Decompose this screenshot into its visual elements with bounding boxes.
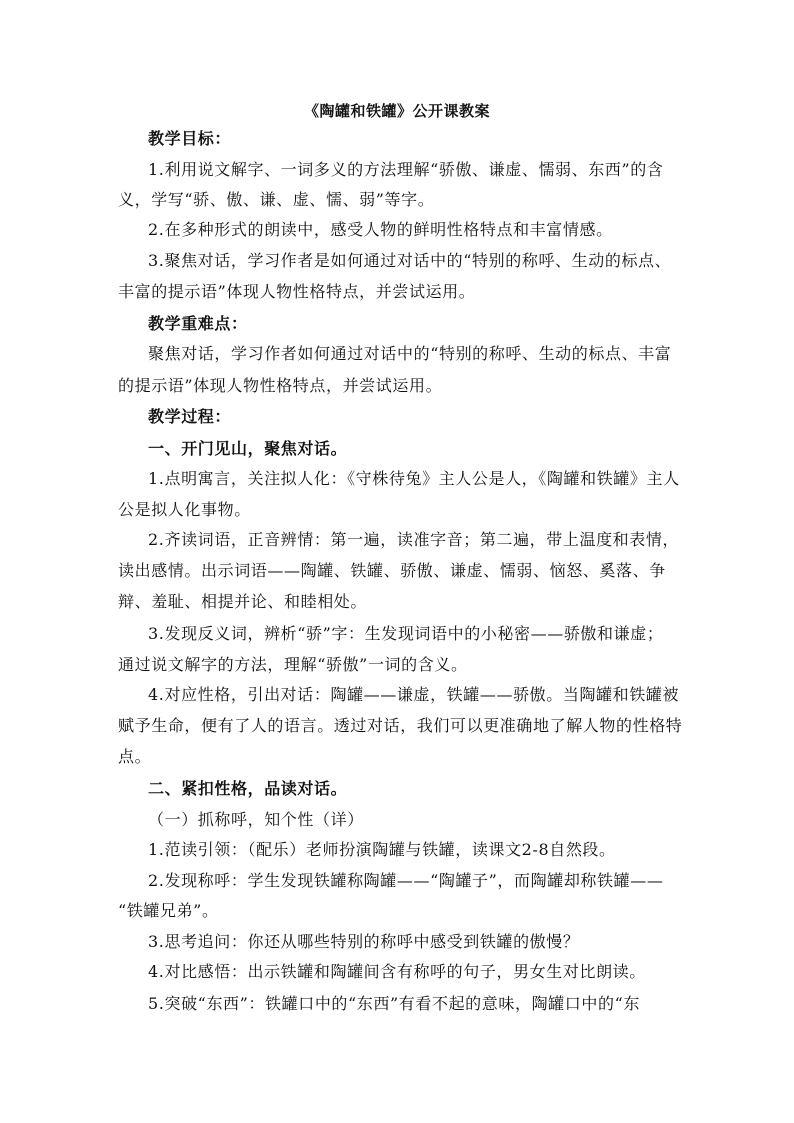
paragraph-line: 2.发现称呼：学生发现铁罐称陶罐——“陶罐子”，而陶罐却称铁罐——: [148, 871, 664, 890]
paragraph-line: 义，学写“骄、傲、谦、虚、懦、弱”等字。: [118, 190, 435, 209]
paragraph-line: 1.点明寓言，关注拟人化：《守株待兔》主人公是人，《陶罐和铁罐》主人: [148, 469, 680, 488]
paragraph-line: 点。: [118, 747, 152, 766]
section-heading: 教学重难点：: [148, 314, 248, 333]
paragraph-line: 3.聚焦对话，学习作者是如何通过对话中的“特别的称呼、生动的标点、: [148, 251, 672, 270]
paragraph-line: 赋予生命，便有了人的语言。透过对话，我们可以更准确地了解人物的性格特: [118, 716, 683, 735]
paragraph-line: 2.齐读词语，正音辨情：第一遍，读准字音；第二遍，带上温度和表情，: [148, 530, 680, 549]
paragraph-line: 1.利用说文解字、一词多义的方法理解“骄傲、谦虚、懦弱、东西”的含: [148, 160, 664, 179]
paragraph-line: 3.思考追问：你还从哪些特别的称呼中感受到铁罐的傲慢？: [148, 932, 580, 951]
section-heading: 教学过程：: [148, 407, 232, 426]
paragraph-line: 丰富的提示语”体现人物性格特点，并尝试运用。: [118, 282, 476, 301]
paragraph-line: 3.发现反义词，辨析“骄”字：生发现词语中的小秘密——骄傲和谦虚；: [148, 624, 664, 643]
paragraph-line: 的提示语”体现人物性格特点，并尝试运用。: [118, 376, 443, 395]
paragraph-line: 通过说文解字的方法，理解“骄傲”一词的含义。: [118, 655, 468, 674]
paragraph-line: 辩、羞耻、相提并论、和睦相处。: [118, 592, 368, 611]
document-title: 《陶罐和铁罐》公开课教案: [303, 102, 490, 120]
paragraph-line: 2.在多种形式的朗读中，感受人物的鲜明性格特点和丰富情感。: [148, 220, 613, 239]
paragraph-line: 聚焦对话，学习作者如何通过对话中的“特别的称呼、生动的标点、丰富: [148, 344, 672, 363]
paragraph-line: （一）抓称呼，知个性（详）: [148, 810, 364, 829]
section-heading: 二、紧扣性格，品读对话。: [148, 779, 348, 798]
paragraph-line: 1.范读引领：（配乐）老师扮演陶罐与铁罐，读课文2-8自然段。: [148, 840, 616, 859]
section-heading: 教学目标：: [148, 129, 232, 148]
paragraph-line: 4.对应性格，引出对话：陶罐——谦虚，铁罐——骄傲。当陶罐和铁罐被: [148, 685, 680, 704]
paragraph-line: 公是拟人化事物。: [118, 500, 251, 519]
paragraph-line: “铁罐兄弟”。: [118, 901, 219, 920]
paragraph-line: 读出感情。出示词语——陶罐、铁罐、骄傲、谦虚、懦弱、恼怒、奚落、争: [118, 561, 666, 580]
paragraph-line: 5.突破“东西”：铁罐口中的“东西”有看不起的意味，陶罐口中的“东: [148, 994, 640, 1013]
section-heading: 一、开门见山，聚焦对话。: [148, 439, 348, 458]
paragraph-line: 4.对比感悟：出示铁罐和陶罐间含有称呼的句子，男女生对比朗读。: [148, 962, 646, 981]
